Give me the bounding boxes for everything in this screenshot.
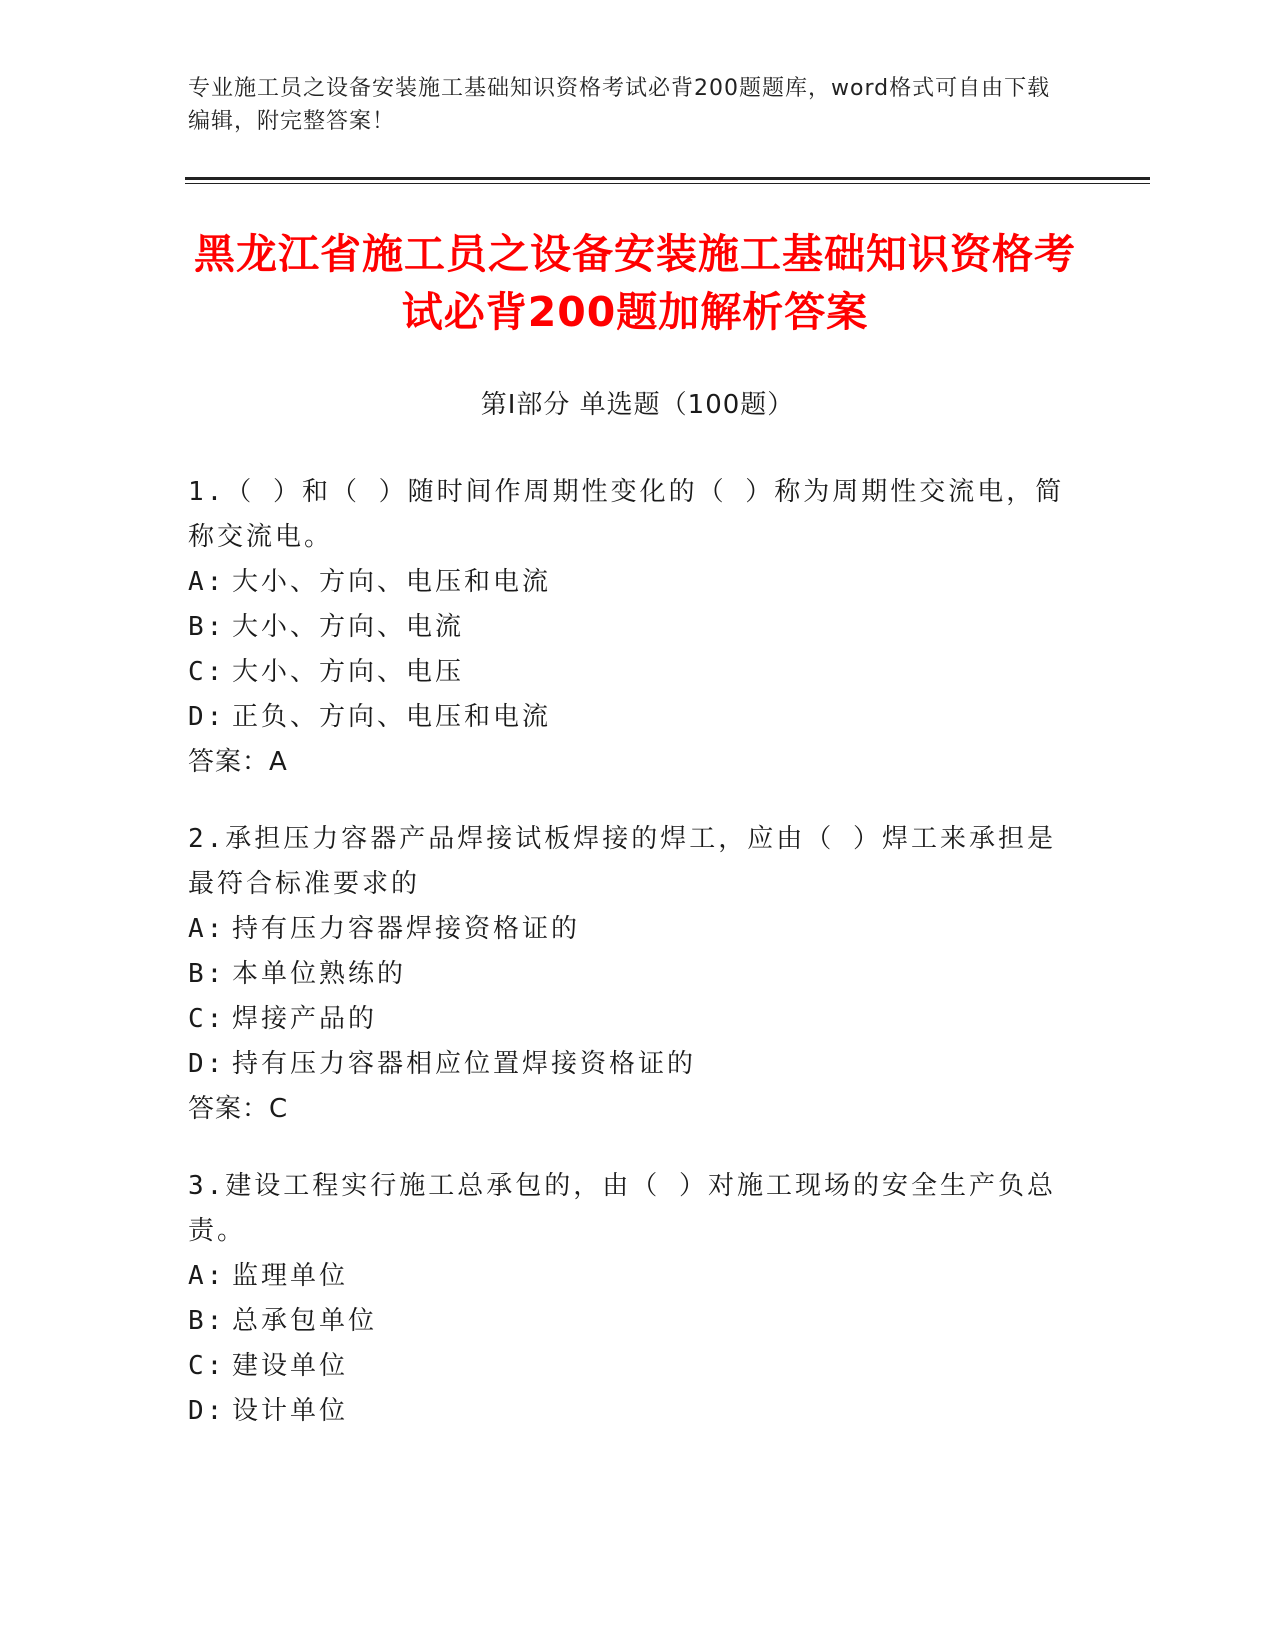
option-letter: A: — [188, 1261, 226, 1291]
option-letter: A: — [188, 567, 226, 597]
option-letter: D: — [188, 1396, 226, 1426]
option-letter: C: — [188, 1004, 226, 1034]
header-divider-thick — [185, 177, 1150, 180]
question-stem: 3.建设工程实行施工总承包的，由（ ）对施工现场的安全生产负总责。 — [188, 1171, 1056, 1246]
header-divider-thin — [185, 183, 1150, 184]
option-text: 设计单位 — [232, 1396, 349, 1426]
answer-option — [188, 650, 1078, 695]
option-letter: B: — [188, 612, 226, 642]
section-title: 第Ⅰ部分 单选题（100题） — [480, 390, 795, 420]
answer-option — [188, 907, 1078, 952]
header-note: 专业施工员之设备安装施工基础知识资格考试必背200题题库，word格式可自由下载编辑，附完整答案！ — [188, 76, 1051, 134]
option-letter: B: — [188, 959, 226, 989]
answer-option — [188, 1389, 1078, 1434]
option-text: 焊接产品的 — [232, 1004, 378, 1034]
option-text: 大小、方向、电压 — [232, 657, 465, 687]
answer-option — [188, 997, 1078, 1042]
option-text: 持有压力容器焊接资格证的 — [232, 914, 581, 944]
question-block — [188, 817, 1078, 1132]
answer-option — [188, 1299, 1078, 1344]
option-text: 持有压力容器相应位置焊接资格证的 — [232, 1049, 697, 1079]
answer-option — [188, 1254, 1078, 1299]
option-letter: B: — [188, 1306, 226, 1336]
answer-key: 答案：A — [188, 747, 288, 777]
answer-key: 答案：C — [188, 1094, 289, 1124]
option-text: 大小、方向、电流 — [232, 612, 465, 642]
question-stem: 2.承担压力容器产品焊接试板焊接的焊工，应由（ ）焊工来承担是最符合标准要求的 — [188, 824, 1056, 899]
answer-option — [188, 560, 1078, 605]
option-text: 总承包单位 — [232, 1306, 378, 1336]
option-letter: C: — [188, 1351, 226, 1381]
option-text: 正负、方向、电压和电流 — [232, 702, 552, 732]
answer-option — [188, 1344, 1078, 1389]
question-list — [188, 470, 1078, 1466]
option-letter: D: — [188, 1049, 226, 1079]
document-title: 黑龙江省施工员之设备安装施工基础知识资格考试必背200题加解析答案 — [194, 230, 1076, 336]
answer-option — [188, 952, 1078, 997]
option-letter: A: — [188, 914, 226, 944]
option-letter: C: — [188, 657, 226, 687]
option-text: 本单位熟练的 — [232, 959, 407, 989]
question-stem: 1.（ ）和（ ）随时间作周期性变化的（ ）称为周期性交流电，简称交流电。 — [188, 477, 1065, 552]
option-text: 监理单位 — [232, 1261, 349, 1291]
answer-option — [188, 1042, 1078, 1087]
option-text: 建设单位 — [232, 1351, 349, 1381]
question-block — [188, 1164, 1078, 1434]
answer-option — [188, 605, 1078, 650]
option-text: 大小、方向、电压和电流 — [232, 567, 552, 597]
question-block — [188, 470, 1078, 785]
answer-option — [188, 695, 1078, 740]
option-letter: D: — [188, 702, 226, 732]
